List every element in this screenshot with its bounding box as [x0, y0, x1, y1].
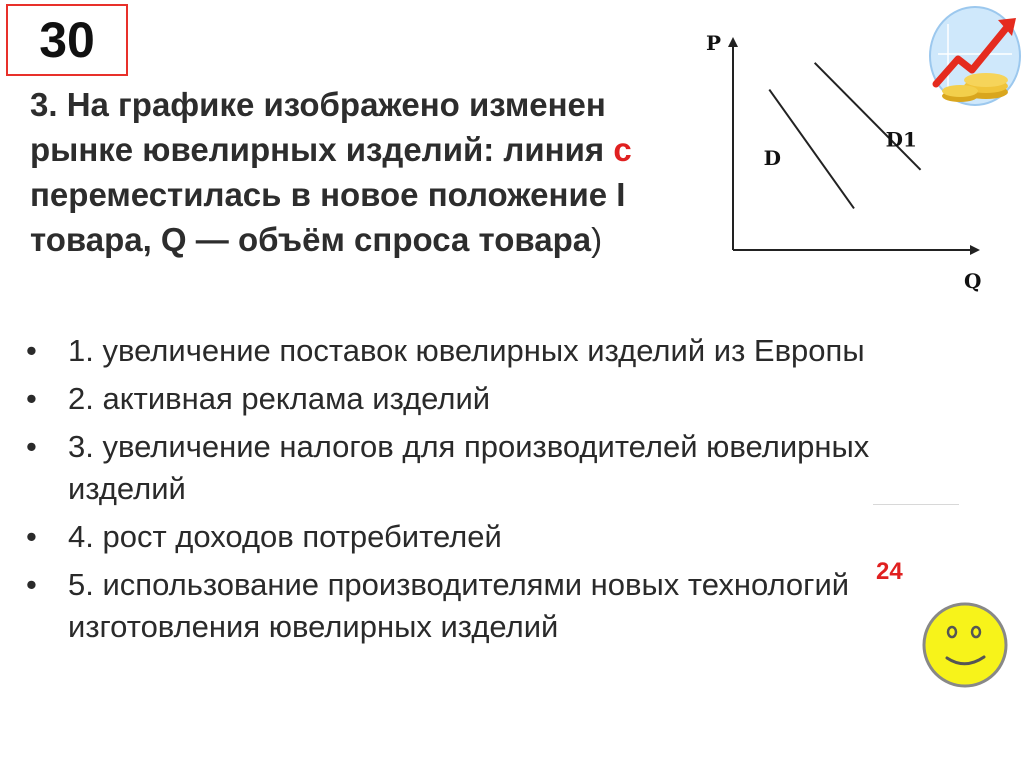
option-item [26, 378, 926, 420]
question-line-3: переместилась в новое положение I [30, 176, 626, 213]
growth-chart-coins-svg [928, 4, 1022, 108]
question-line-1: 3. На графике изображено изменен [30, 86, 606, 123]
bullet: • [26, 333, 37, 368]
answer-options [26, 330, 926, 654]
growth-chart-coins-icon [928, 4, 1022, 108]
curve-label-d1: D1 [885, 127, 917, 152]
bullet: • [26, 429, 37, 464]
question-line-2-accent: с [613, 131, 632, 168]
bullet: • [26, 519, 37, 554]
score-number: 24 [876, 558, 903, 585]
demand-curve-d1 [815, 63, 921, 170]
question-line-4-paren: ) [591, 221, 603, 258]
question-line-2-text: рынке ювелирных изделий: линия [30, 131, 614, 168]
question-line-2 [30, 127, 704, 172]
bullet: • [26, 381, 37, 416]
option-text: 5. использование производителями новых технологий изготовления ювелирных изделий [68, 567, 850, 644]
y-axis-label: P [706, 31, 722, 55]
slide-number-box [6, 4, 128, 76]
option-text: 4. рост доходов потребителей [68, 519, 502, 554]
series-layer [764, 63, 921, 209]
option-text: 1. увеличение поставок ювелирных изделий из Европы [68, 333, 865, 368]
smiley-face-icon [920, 600, 1010, 690]
question-line-4-text: товара, Q — объём спроса товара [30, 221, 592, 258]
curve-label-d: D [763, 145, 781, 170]
divider [873, 504, 959, 505]
question-text [30, 82, 704, 272]
slide-number: 30 [39, 12, 95, 68]
option-item [26, 516, 926, 558]
option-item [26, 330, 926, 372]
bullet: • [26, 567, 37, 602]
demand-curve-d [769, 90, 854, 209]
option-text: 3. увеличение налогов для производителей ювелирных изделий [68, 429, 870, 506]
option-item [26, 426, 926, 510]
option-item [26, 564, 926, 648]
question-line-4 [30, 217, 704, 262]
x-axis-label: Q [964, 269, 982, 293]
option-text: 2. активная реклама изделий [68, 381, 491, 416]
smiley-face-svg [920, 600, 1010, 690]
